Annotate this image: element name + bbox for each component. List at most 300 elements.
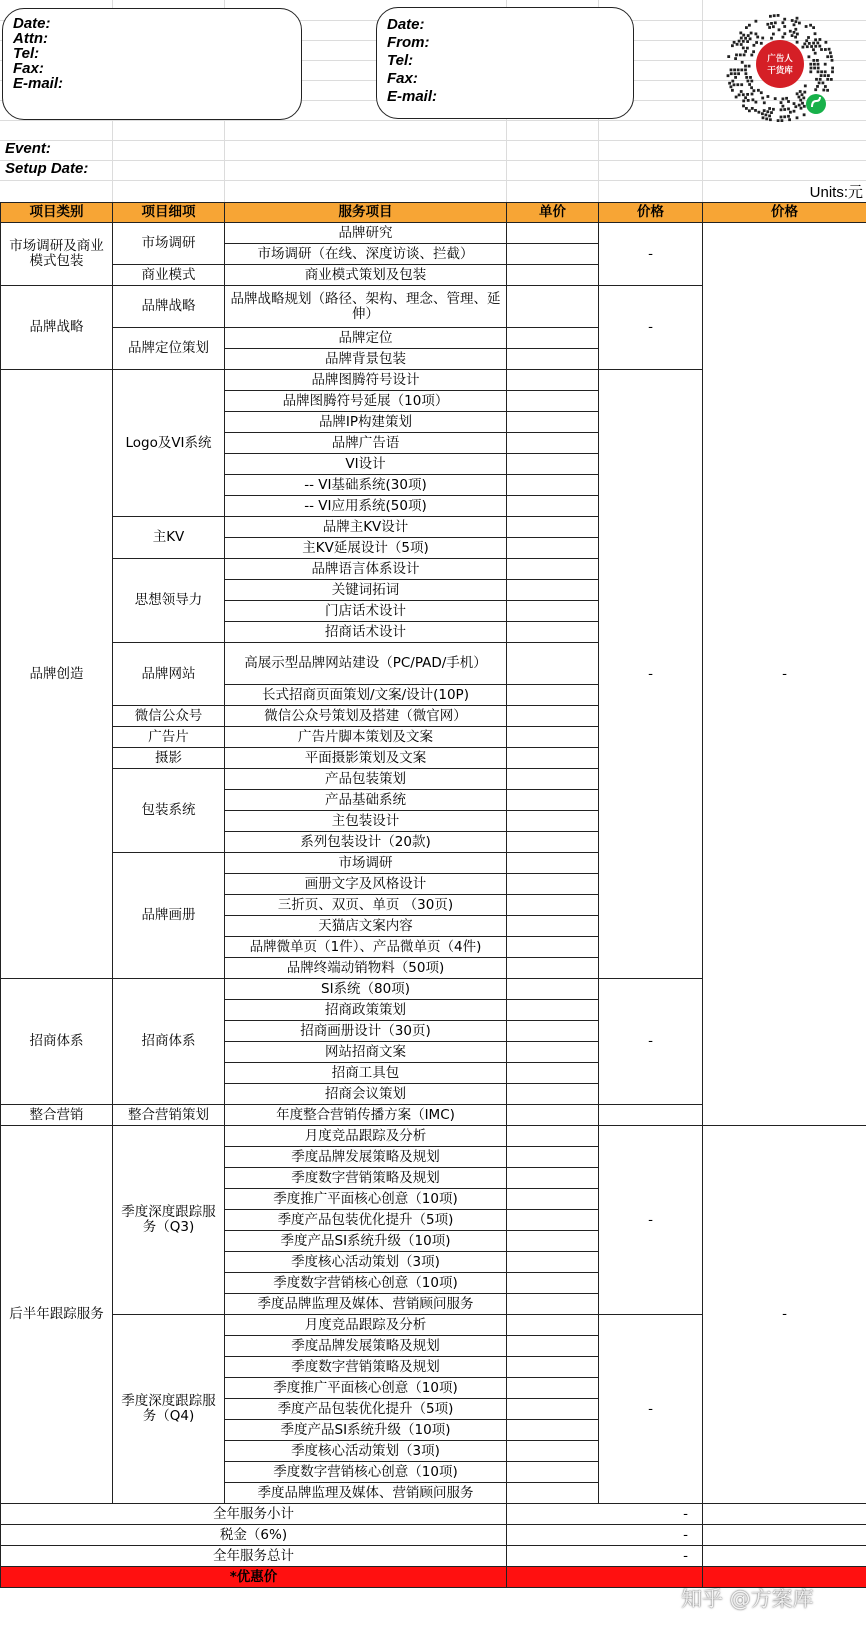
subitem-cell: 季度深度跟踪服务（Q4) (113, 1315, 225, 1504)
qr-module (798, 22, 801, 25)
service-cell: 季度产品包装优化提升（5项) (225, 1210, 507, 1231)
service-cell: VI设计 (225, 454, 507, 475)
qr-module (823, 74, 826, 77)
qr-module (742, 47, 745, 50)
qr-module (794, 28, 797, 31)
service-cell: 平面摄影策划及文案 (225, 748, 507, 769)
unit-price-cell (507, 265, 599, 286)
qr-module (783, 18, 786, 21)
qr-module (820, 70, 823, 73)
unit-price-cell (507, 328, 599, 349)
subitem-cell: 品牌战略 (113, 286, 225, 328)
qr-module (796, 17, 799, 20)
qr-module (796, 33, 799, 36)
qr-module (755, 101, 758, 104)
qr-module (747, 80, 750, 83)
unit-price-cell (507, 559, 599, 580)
qr-module (744, 65, 747, 68)
service-cell: 长式招商页面策划/文案/设计(10P) (225, 685, 507, 706)
qr-module (758, 111, 761, 114)
event-label: Event: (5, 140, 51, 157)
service-cell: 招商政策策划 (225, 1000, 507, 1021)
qr-module (780, 116, 783, 119)
qr-module (750, 32, 753, 35)
qr-module (800, 107, 803, 110)
qr-module (761, 97, 764, 100)
unit-price-cell (507, 244, 599, 265)
qr-module (733, 41, 736, 44)
unit-price-cell (507, 1189, 599, 1210)
unit-price-cell (507, 349, 599, 370)
qr-module (791, 34, 794, 37)
unit-price-cell (507, 517, 599, 538)
qr-module (727, 55, 730, 58)
subitem-cell: 品牌定位策划 (113, 328, 225, 370)
qr-module (739, 54, 742, 57)
subitem-cell: 思想领导力 (113, 559, 225, 643)
service-cell: 年度整合营销传播方案（IMC) (225, 1105, 507, 1126)
service-cell: 系列包装设计（20款) (225, 832, 507, 853)
unit-price-cell (507, 1315, 599, 1336)
qr-module (742, 105, 745, 108)
service-cell: 网站招商文案 (225, 1042, 507, 1063)
service-cell: 季度产品SI系统升级（10项) (225, 1231, 507, 1252)
qr-module (809, 24, 812, 27)
unit-price-cell (507, 1231, 599, 1252)
promo-label: *优惠价 (1, 1567, 507, 1588)
service-cell: 市场调研 (225, 853, 507, 874)
qr-module (817, 70, 820, 73)
service-cell: 月度竞品跟踪及分析 (225, 1126, 507, 1147)
qr-module (769, 15, 772, 18)
unit-price-cell (507, 475, 599, 496)
qr-module (737, 72, 740, 75)
service-cell: 商业模式策划及包装 (225, 265, 507, 286)
qr-module (769, 118, 772, 121)
qr-module (744, 69, 747, 72)
qr-module (824, 48, 827, 51)
qr-module (736, 43, 739, 46)
unit-price-cell (507, 643, 599, 685)
summary-row (1, 1525, 866, 1546)
category-cell: 招商体系 (1, 979, 113, 1105)
qr-module (755, 41, 758, 44)
header-price: 价格 (599, 203, 703, 223)
qr-module (824, 85, 827, 88)
qr-module (770, 37, 773, 40)
sender-fax-label: Fax: (387, 70, 418, 87)
qr-module (743, 54, 746, 57)
category-cell: 整合营销 (1, 1105, 113, 1126)
unit-price-cell (507, 1084, 599, 1105)
qr-module (765, 118, 768, 121)
qr-module (778, 28, 781, 31)
unit-price-cell (507, 1420, 599, 1441)
qr-module (815, 78, 818, 81)
qr-module (812, 42, 815, 45)
header-unit-price: 单价 (507, 203, 599, 223)
unit-price-cell (507, 1252, 599, 1273)
service-cell: 三折页、双页、单页 （30页) (225, 895, 507, 916)
qr-module (812, 59, 815, 62)
qr-module (746, 93, 749, 96)
qr-module (740, 90, 743, 93)
summary-label: 全年服务总计 (1, 1546, 507, 1567)
qr-module (748, 83, 751, 86)
qr-module (825, 41, 828, 44)
qr-module (741, 61, 744, 64)
qr-module (749, 37, 752, 40)
qr-module (748, 24, 751, 27)
qr-module (803, 91, 806, 94)
qr-module (752, 98, 755, 101)
qr-module (801, 93, 804, 96)
qr-module (817, 67, 820, 70)
qr-module (734, 76, 737, 79)
qr-module (747, 99, 750, 102)
qr-module (802, 46, 805, 49)
summary-extra (703, 1504, 866, 1525)
qr-module (740, 69, 743, 72)
qr-module (730, 72, 733, 75)
unit-price-cell (507, 1336, 599, 1357)
unit-price-cell (507, 496, 599, 517)
service-cell: 季度数字营销核心创意（10项) (225, 1273, 507, 1294)
qr-module (756, 36, 759, 39)
unit-price-cell (507, 748, 599, 769)
unit-price-cell (507, 601, 599, 622)
unit-price-cell (507, 391, 599, 412)
qr-module (789, 30, 792, 33)
group-price-cell: - (599, 370, 703, 979)
qr-module (750, 54, 753, 57)
qr-module (733, 83, 736, 86)
qr-module (766, 110, 769, 113)
service-cell: 广告片脚本策划及文案 (225, 727, 507, 748)
qr-module (734, 57, 737, 60)
qr-module (831, 59, 834, 62)
qr-module (787, 115, 790, 118)
unit-price-cell (507, 1000, 599, 1021)
unit-price-cell (507, 706, 599, 727)
qr-module (812, 48, 815, 51)
qr-center-text-line2: 干货库 (767, 66, 793, 76)
qr-module (742, 93, 745, 96)
qr-module (772, 33, 775, 36)
qr-module (774, 97, 777, 100)
subitem-cell: 广告片 (113, 727, 225, 748)
qr-module (822, 82, 825, 85)
qr-module (742, 40, 745, 43)
unit-price-cell (507, 1483, 599, 1504)
quotation-body (1, 223, 866, 1588)
unit-price-cell (507, 727, 599, 748)
qr-module (805, 25, 808, 28)
summary-extra (703, 1546, 866, 1567)
qr-module (735, 96, 738, 99)
service-cell: 季度核心活动策划（3项) (225, 1441, 507, 1462)
qr-module (820, 48, 823, 51)
qr-module (753, 44, 756, 47)
sender-info-box (376, 7, 634, 119)
qr-module (799, 90, 802, 93)
service-cell: 品牌语言体系设计 (225, 559, 507, 580)
qr-module (801, 102, 804, 105)
unit-price-cell (507, 769, 599, 790)
service-cell: 季度产品SI系统升级（10项) (225, 1420, 507, 1441)
qr-module (810, 45, 813, 48)
qr-module (761, 37, 764, 40)
service-cell: 品牌终端动销物料（50项) (225, 958, 507, 979)
qr-module (813, 67, 816, 70)
unit-price-cell (507, 622, 599, 643)
qr-module (830, 78, 833, 81)
service-cell: 招商工具包 (225, 1063, 507, 1084)
qr-module (755, 20, 758, 23)
qr-module (803, 105, 806, 108)
qr-module (818, 45, 821, 48)
qr-module (753, 89, 756, 92)
group-price-cell: - (599, 286, 703, 370)
service-cell: 品牌广告语 (225, 433, 507, 454)
quarter-price-cell: - (599, 1126, 703, 1315)
qr-module (746, 40, 749, 43)
mini-program-icon (806, 94, 826, 114)
unit-price-cell (507, 1357, 599, 1378)
service-cell: 主KV延展设计（5项) (225, 538, 507, 559)
unit-price-cell (507, 1168, 599, 1189)
qr-module (816, 59, 819, 62)
qr-module (793, 23, 796, 26)
qr-module (744, 96, 747, 99)
qr-module (787, 100, 790, 103)
service-cell: 品牌图腾符号延展（10项） (225, 391, 507, 412)
qr-module (768, 115, 771, 118)
service-cell: 主包装设计 (225, 811, 507, 832)
unit-price-cell (507, 1273, 599, 1294)
subitem-cell: 品牌画册 (113, 853, 225, 979)
qr-module (803, 113, 806, 116)
unit-price-cell (507, 1126, 599, 1147)
qr-center-badge (756, 40, 804, 88)
unit-price-cell (507, 1105, 599, 1126)
qr-module (760, 42, 763, 45)
group-price-cell: - (599, 223, 703, 286)
service-cell: 高展示型品牌网站建设（PC/PAD/手机） (225, 643, 507, 685)
qr-module (745, 76, 748, 79)
qr-module (805, 39, 808, 42)
annual-price-cell: - (703, 223, 866, 1126)
service-cell: 关键词拓词 (225, 580, 507, 601)
service-cell: 季度数字营销策略及规划 (225, 1357, 507, 1378)
qr-module (727, 74, 730, 77)
qr-module (783, 32, 786, 35)
qr-module (826, 89, 829, 92)
qr-module (808, 42, 811, 45)
qr-module (818, 82, 821, 85)
qr-module (752, 50, 755, 53)
qr-module (774, 21, 777, 24)
unit-price-cell (507, 1210, 599, 1231)
summary-value: - (507, 1525, 703, 1546)
qr-code-icon (722, 12, 838, 128)
service-cell: 招商话术设计 (225, 622, 507, 643)
qr-module (772, 25, 775, 28)
qr-module (760, 91, 763, 94)
service-cell: 门店话术设计 (225, 601, 507, 622)
qr-module (770, 22, 773, 25)
qr-module (783, 25, 786, 28)
service-cell: SI系统（80项) (225, 979, 507, 1000)
unit-price-cell (507, 1147, 599, 1168)
group-price-cell (599, 1105, 703, 1126)
sender-from-label: From: (387, 34, 430, 51)
service-cell: 品牌图腾符号设计 (225, 370, 507, 391)
qr-module (773, 14, 776, 17)
service-cell: 季度品牌发展策略及规划 (225, 1147, 507, 1168)
subitem-cell: Logo及VI系统 (113, 370, 225, 517)
qr-module (783, 115, 786, 118)
unit-price-cell (507, 958, 599, 979)
unit-price-cell (507, 454, 599, 475)
qr-module (796, 41, 799, 44)
qr-module (763, 109, 766, 112)
service-cell: 季度核心活动策划（3项) (225, 1252, 507, 1273)
service-cell: -- VI应用系统(50项) (225, 496, 507, 517)
qr-module (736, 83, 739, 86)
category-cell: 后半年跟踪服务 (1, 1126, 113, 1504)
table-header-row (1, 203, 866, 223)
summary-row (1, 1546, 866, 1567)
service-cell: 季度数字营销策略及规划 (225, 1168, 507, 1189)
qr-module (747, 34, 750, 37)
qr-module (766, 23, 769, 26)
qr-module (814, 52, 817, 55)
qr-module (728, 82, 731, 85)
summary-label: 税金（6%) (1, 1525, 507, 1546)
unit-price-cell (507, 874, 599, 895)
qr-module (731, 80, 734, 83)
qr-module (829, 51, 832, 54)
qr-module (733, 69, 736, 72)
qr-module (754, 109, 757, 112)
qr-module (787, 108, 790, 111)
recipient-tel-label: Tel: (13, 45, 40, 62)
unit-price-cell (507, 286, 599, 328)
qr-module (777, 14, 780, 17)
qr-module (745, 72, 748, 75)
subitem-cell: 商业模式 (113, 265, 225, 286)
qr-module (816, 42, 819, 45)
sender-email-label: E-mail: (387, 88, 438, 105)
unit-price-cell (507, 580, 599, 601)
service-cell: -- VI基础系统(30项) (225, 475, 507, 496)
unit-price-cell (507, 790, 599, 811)
summary-label: 全年服务小计 (1, 1504, 507, 1525)
qr-module (744, 37, 747, 40)
unit-price-cell (507, 1021, 599, 1042)
qr-module (796, 92, 799, 95)
qr-module (782, 36, 785, 39)
qr-module (738, 94, 741, 97)
service-cell: 品牌战略规划（路径、架构、理念、管理、延伸） (225, 286, 507, 328)
qr-module (761, 112, 764, 115)
qr-module (751, 107, 754, 110)
unit-price-cell (507, 895, 599, 916)
qr-module (765, 114, 768, 117)
qr-module (742, 34, 745, 37)
qr-module (812, 26, 815, 29)
quotation-table (0, 202, 866, 1588)
unit-price-cell (507, 916, 599, 937)
qr-module (810, 67, 813, 70)
sender-tel-label: Tel: (387, 52, 414, 69)
qr-module (793, 102, 796, 105)
unit-price-cell (507, 979, 599, 1000)
qr-module (731, 44, 734, 47)
qr-module (768, 107, 771, 110)
qr-module (828, 48, 831, 51)
service-cell: 品牌IP构建策划 (225, 412, 507, 433)
service-cell: 季度品牌发展策略及规划 (225, 1336, 507, 1357)
qr-module (795, 20, 798, 23)
service-cell: 微信公众号策划及搭建（微官网） (225, 706, 507, 727)
recipient-date-label: Date: (13, 15, 51, 32)
qr-module (782, 98, 785, 101)
qr-module (793, 31, 796, 34)
service-cell: 产品包装策划 (225, 769, 507, 790)
qr-center-text-line1: 广告人 (767, 54, 793, 64)
service-cell: 品牌定位 (225, 328, 507, 349)
service-cell: 招商画册设计（30页) (225, 1021, 507, 1042)
setup-date-label: Setup Date: (5, 160, 89, 177)
watermark-text: 知乎 @方案库 (681, 1587, 814, 1611)
subitem-cell: 招商体系 (113, 979, 225, 1105)
unit-price-cell (507, 370, 599, 391)
qr-module (751, 93, 754, 96)
service-cell: 月度竞品跟踪及分析 (225, 1315, 507, 1336)
qr-module (796, 116, 799, 119)
header-subitem: 项目细项 (113, 203, 225, 223)
unit-price-cell (507, 1378, 599, 1399)
service-cell: 产品基础系统 (225, 790, 507, 811)
qr-module (822, 89, 825, 92)
promo-value (507, 1567, 703, 1588)
subitem-cell: 主KV (113, 517, 225, 559)
header-price-total: 价格 (703, 203, 866, 223)
qr-module (798, 96, 801, 99)
quarter-price-cell: - (599, 1315, 703, 1504)
recipient-fax-label: Fax: (13, 60, 44, 77)
qr-module (803, 43, 806, 46)
subitem-cell: 品牌网站 (113, 643, 225, 706)
unit-price-cell (507, 685, 599, 706)
qr-module (734, 72, 737, 75)
qr-module (745, 26, 748, 29)
qr-module (794, 105, 797, 108)
summary-row (1, 1504, 866, 1525)
unit-price-cell (507, 1294, 599, 1315)
qr-module (814, 38, 817, 41)
qr-module (793, 110, 796, 113)
unit-price-cell (507, 853, 599, 874)
qr-module (817, 63, 820, 66)
half-year-price-cell: - (703, 1126, 866, 1504)
qr-module (785, 97, 788, 100)
service-cell: 季度推广平面核心创意（10项) (225, 1189, 507, 1210)
qr-module (739, 32, 742, 35)
service-cell: 季度数字营销核心创意（10项) (225, 1462, 507, 1483)
